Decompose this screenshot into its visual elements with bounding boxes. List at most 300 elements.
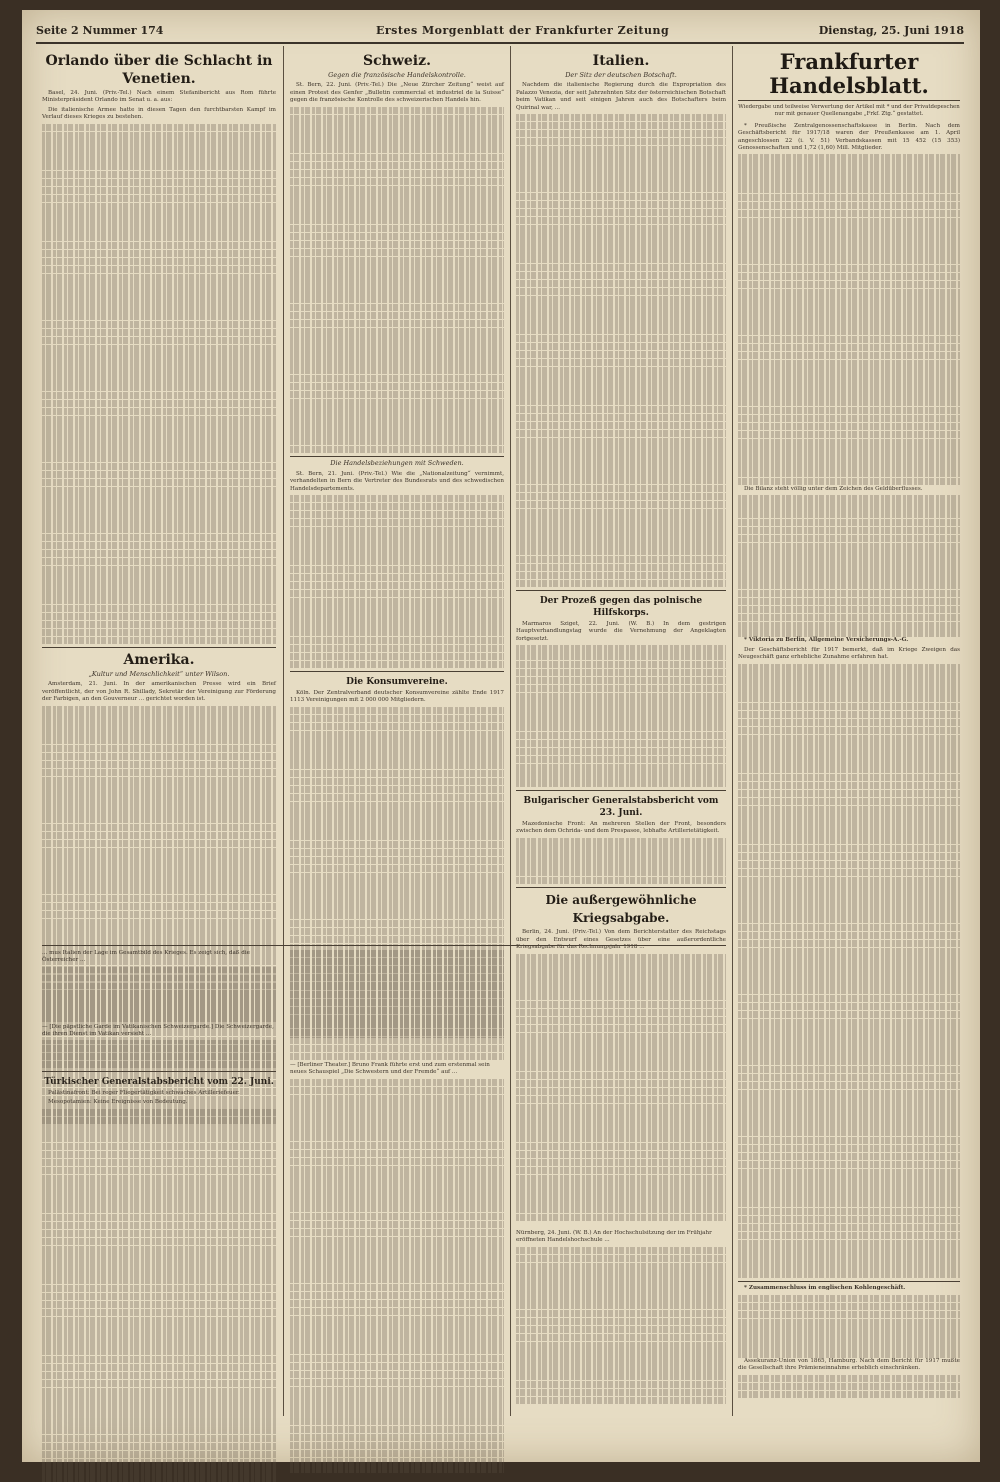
text-line (42, 1372, 276, 1379)
text-line (290, 1005, 504, 1012)
text-line (516, 1017, 726, 1024)
text-line (516, 1326, 726, 1333)
text-line (738, 320, 960, 327)
text-line (290, 550, 504, 557)
text-line (290, 1087, 504, 1094)
text-line (290, 186, 504, 193)
text-line (290, 1134, 504, 1141)
text-line (516, 327, 726, 334)
text-line (42, 1056, 276, 1063)
text-line (738, 837, 960, 844)
text-line (516, 335, 726, 342)
text-line (42, 1388, 276, 1395)
text-line (290, 982, 504, 989)
text-line (516, 1302, 726, 1309)
text-line (738, 383, 960, 390)
text-line (42, 721, 276, 728)
text-line (42, 1096, 276, 1103)
text-line (290, 288, 504, 295)
text-line (42, 983, 276, 990)
text-line (738, 407, 960, 414)
text-line (738, 1216, 960, 1223)
text-line (516, 240, 726, 247)
text-line (738, 940, 960, 947)
text-line (290, 1142, 504, 1149)
text-line (290, 406, 504, 413)
text-line (42, 1143, 276, 1150)
text-line (42, 1014, 276, 1021)
text-line (42, 934, 276, 941)
text-line (42, 1435, 276, 1442)
text-line (516, 1310, 726, 1317)
text-line (42, 1309, 276, 1316)
text-line (738, 281, 960, 288)
text-line (42, 313, 276, 320)
text-line (42, 1206, 276, 1213)
text-line (42, 1466, 276, 1473)
text-line (42, 1253, 276, 1260)
text-line (516, 1263, 726, 1270)
text-line (738, 1375, 960, 1382)
text-line (290, 904, 504, 911)
text-line (42, 479, 276, 486)
text-line (42, 863, 276, 870)
text-line (42, 352, 276, 359)
text-line (516, 422, 726, 429)
text-line (290, 162, 504, 169)
text-line (738, 352, 960, 359)
text-line (738, 1247, 960, 1254)
article-text: ... mus Italien der Lage im Gesamtbild des Krieges. Es zeigt sich, daß die Österreicher ... (42, 950, 250, 964)
text-line (42, 1064, 276, 1071)
text-line (516, 1119, 726, 1126)
text-line (290, 653, 504, 660)
article-headline: Die außergewöhnliche Kriegsabgabe. (545, 893, 697, 926)
text-line (290, 1189, 504, 1196)
text-line (290, 1229, 504, 1236)
text-line (42, 753, 276, 760)
text-line (516, 740, 726, 747)
text-line (290, 1158, 504, 1165)
text-line (738, 1224, 960, 1231)
text-line (290, 335, 504, 342)
text-line (738, 774, 960, 781)
column-rule (510, 46, 511, 1416)
text-line (290, 888, 504, 895)
text-line (290, 249, 504, 256)
text-line (290, 558, 504, 565)
text-line (290, 280, 504, 287)
text-line (290, 880, 504, 887)
page-number: Seite 2 Nummer 174 (36, 24, 164, 37)
text-line (290, 1300, 504, 1307)
article-subheadline: Die Handelsbeziehungen mit Schweden. (330, 459, 464, 468)
text-line (42, 855, 276, 862)
text-line (516, 374, 726, 381)
text-line (738, 1034, 960, 1041)
text-line (516, 845, 726, 852)
issue-date: Dienstag, 25. Juni 1918 (818, 24, 964, 37)
text-line (290, 1013, 504, 1020)
text-line (516, 1064, 726, 1071)
text-line (290, 1339, 504, 1346)
text-line (738, 598, 960, 605)
text-line (42, 629, 276, 636)
text-line (42, 589, 276, 596)
text-line (42, 368, 276, 375)
text-line (516, 264, 726, 271)
text-line (738, 550, 960, 557)
column-rule (283, 46, 284, 1416)
text-line (290, 209, 504, 216)
text-line (42, 1088, 276, 1095)
text-line (290, 637, 504, 644)
text-line (42, 706, 276, 713)
text-line (42, 1332, 276, 1339)
text-line (290, 1410, 504, 1417)
text-line (42, 1238, 276, 1245)
text-line (290, 343, 504, 350)
text-line (516, 1111, 726, 1118)
text-line (42, 1427, 276, 1434)
text-line (290, 1387, 504, 1394)
text-line (290, 1197, 504, 1204)
text-line (516, 1286, 726, 1293)
text-line (516, 1096, 726, 1103)
text-line (290, 130, 504, 137)
text-line (290, 320, 504, 327)
text-line (42, 155, 276, 162)
text-line (516, 209, 726, 216)
text-line (516, 1214, 726, 1221)
text-line (290, 920, 504, 927)
text-line (42, 1459, 276, 1466)
text-line (738, 1208, 960, 1215)
text-line (516, 319, 726, 326)
text-line (42, 124, 276, 131)
text-line (42, 1006, 276, 1013)
text-line (42, 321, 276, 328)
text-line (516, 548, 726, 555)
text-line (516, 1342, 726, 1349)
text-line (290, 146, 504, 153)
text-line (42, 1443, 276, 1450)
text-line (42, 777, 276, 784)
text-line (738, 735, 960, 742)
text-line (738, 1042, 960, 1049)
text-line (516, 477, 726, 484)
text-line (738, 543, 960, 550)
text-line (516, 869, 726, 876)
text-line (516, 1072, 726, 1079)
text-line (516, 1159, 726, 1166)
text-line (738, 606, 960, 613)
text-line (738, 703, 960, 710)
section-heading: Amerika. (123, 651, 195, 668)
text-line (738, 431, 960, 438)
article-text: Die Bilanz steht völlig unter dem Zeichen des Geldüberflusses. (744, 485, 923, 492)
text-line (516, 1135, 726, 1142)
text-line (290, 1221, 504, 1228)
text-line (42, 360, 276, 367)
text-line (290, 391, 504, 398)
text-line (42, 713, 276, 720)
text-line (290, 997, 504, 1004)
text-line (516, 993, 726, 1000)
newspaper-title: Erstes Morgenblatt der Frankfurter Zeitung (376, 24, 670, 37)
text-line (738, 162, 960, 169)
text-line (738, 304, 960, 311)
text-line (516, 779, 726, 786)
text-line (290, 1150, 504, 1157)
text-line (516, 1373, 726, 1380)
text-line (42, 990, 276, 997)
text-line (290, 566, 504, 573)
text-line (516, 524, 726, 531)
text-line (738, 519, 960, 526)
text-line (738, 687, 960, 694)
text-line (290, 786, 504, 793)
text-line (738, 527, 960, 534)
text-line (290, 629, 504, 636)
text-line (290, 1021, 504, 1028)
text-line (738, 336, 960, 343)
text-line (290, 1284, 504, 1291)
text-line (738, 1263, 960, 1270)
text-line (290, 495, 504, 502)
text-line (290, 138, 504, 145)
text-line (738, 924, 960, 931)
text-line (42, 305, 276, 312)
text-line (516, 1040, 726, 1047)
section-divider (42, 945, 726, 946)
text-line (290, 1434, 504, 1441)
text-line (290, 590, 504, 597)
text-line (516, 853, 726, 860)
text-line (290, 272, 504, 279)
text-line (42, 737, 276, 744)
text-line (42, 345, 276, 352)
text-line (42, 745, 276, 752)
text-line (42, 210, 276, 217)
text-line (290, 1442, 504, 1449)
text-line (516, 977, 726, 984)
text-line (516, 1167, 726, 1174)
text-line (42, 903, 276, 910)
text-line (738, 971, 960, 978)
article-text: — [Berliner Theater.] Bruno Frank führte erst und zum erstenmal sein neues Schauspiel „Die Schwestern und der Fremde“ auf ... (290, 1061, 490, 1076)
text-line (42, 455, 276, 462)
text-line (42, 637, 276, 644)
text-line (516, 1397, 726, 1404)
text-line (516, 1009, 726, 1016)
text-line (516, 693, 726, 700)
text-line (290, 304, 504, 311)
text-line (42, 919, 276, 926)
text-line (738, 1184, 960, 1191)
text-line (42, 463, 276, 470)
text-line (516, 653, 726, 660)
text-line (290, 912, 504, 919)
text-line (516, 877, 726, 884)
text-line (42, 879, 276, 886)
text-line (42, 179, 276, 186)
text-line (290, 312, 504, 319)
text-line (516, 185, 726, 192)
text-line (516, 311, 726, 318)
text-line (738, 558, 960, 565)
text-line (290, 122, 504, 129)
text-line (516, 359, 726, 366)
text-line (738, 671, 960, 678)
text-line (738, 273, 960, 280)
text-line (290, 1252, 504, 1259)
text-line (516, 1175, 726, 1182)
text-line (42, 550, 276, 557)
text-line (738, 932, 960, 939)
text-line (738, 1050, 960, 1057)
text-line (290, 707, 504, 714)
text-line (42, 187, 276, 194)
text-line (290, 178, 504, 185)
text-line (290, 966, 504, 973)
text-line (42, 1222, 276, 1229)
text-line (738, 328, 960, 335)
text-line (516, 1357, 726, 1364)
text-line (738, 582, 960, 589)
text-line (738, 1319, 960, 1326)
text-line (738, 454, 960, 461)
text-line (42, 1048, 276, 1055)
text-line (42, 132, 276, 139)
text-line (42, 487, 276, 494)
text-line (42, 1403, 276, 1410)
text-line (516, 1048, 726, 1055)
text-line (516, 398, 726, 405)
text-line (290, 621, 504, 628)
text-line (290, 383, 504, 390)
text-line (290, 1379, 504, 1386)
text-line (516, 661, 726, 668)
text-line (516, 732, 726, 739)
text-line (516, 232, 726, 239)
text-line (42, 1167, 276, 1174)
article-headline: Der Prozeß gegen das polnische Hilfskorps. (539, 595, 703, 618)
text-line (42, 163, 276, 170)
text-line (290, 1244, 504, 1251)
text-line (516, 1080, 726, 1087)
text-line (42, 792, 276, 799)
text-line (290, 1126, 504, 1133)
text-line (290, 605, 504, 612)
text-line (290, 107, 504, 114)
text-line (738, 1350, 960, 1357)
text-line (738, 861, 960, 868)
text-line (42, 911, 276, 918)
text-line (738, 711, 960, 718)
text-line (738, 758, 960, 765)
text-line (290, 399, 504, 406)
text-line (42, 447, 276, 454)
text-line (42, 234, 276, 241)
text-line (42, 800, 276, 807)
text-line (516, 771, 726, 778)
text-line (516, 280, 726, 287)
article-text: Mesopotamien: Keine Ereignisse von Bedeutung. (48, 1099, 188, 1106)
text-line (516, 1270, 726, 1277)
text-line (738, 719, 960, 726)
text-line (738, 233, 960, 240)
text-line (738, 210, 960, 217)
section-heading: Italien. (592, 53, 650, 69)
text-line (738, 845, 960, 852)
text-line (290, 574, 504, 581)
text-line (738, 296, 960, 303)
text-line (290, 534, 504, 541)
column-4-handelsblatt (738, 50, 960, 1398)
text-line (516, 217, 726, 224)
text-line (42, 895, 276, 902)
text-line (738, 574, 960, 581)
masthead (36, 20, 964, 44)
text-line (42, 1040, 276, 1047)
text-line (42, 384, 276, 391)
text-line (42, 1395, 276, 1402)
article-text: Nachdem die italienische Regierung durch die Expropriation des Palazzo Venezia, der seit Jahrzehnten Sitz der österreichischen Botschaft beim Vatikan und seit einigen Jahren auch des Botschafters beim Quirinal war, ... (516, 82, 726, 111)
text-line (42, 1301, 276, 1308)
text-line (42, 416, 276, 423)
text-line (290, 430, 504, 437)
text-line (738, 1271, 960, 1278)
text-line (516, 1334, 726, 1341)
text-line (738, 979, 960, 986)
text-line (290, 936, 504, 943)
text-line (738, 1011, 960, 1018)
text-line (516, 1198, 726, 1205)
text-line (738, 1019, 960, 1026)
text-line (738, 916, 960, 923)
text-line (516, 461, 726, 468)
text-line (516, 838, 726, 845)
text-line (516, 556, 726, 563)
text-line (42, 832, 276, 839)
text-line (290, 738, 504, 745)
text-line (738, 446, 960, 453)
text-line (290, 257, 504, 264)
text-line (290, 873, 504, 880)
text-line (42, 297, 276, 304)
text-line (42, 1127, 276, 1134)
text-line (42, 1293, 276, 1300)
text-line (738, 194, 960, 201)
text-line (516, 1247, 726, 1254)
text-line (42, 1246, 276, 1253)
text-line (738, 1192, 960, 1199)
text-line (42, 258, 276, 265)
text-line (42, 1419, 276, 1426)
text-line (516, 469, 726, 476)
article-text: Nürnberg, 24. Juni. (W. B.) An der Hochschulsitzung der im Frühjahr eröffneten Handelshochschule ... (516, 1230, 712, 1244)
text-line (42, 423, 276, 430)
text-line (290, 375, 504, 382)
text-line (290, 1166, 504, 1173)
text-line (290, 1371, 504, 1378)
text-line (516, 169, 726, 176)
text-line (290, 1308, 504, 1315)
text-line (738, 813, 960, 820)
text-line (290, 1110, 504, 1117)
text-line (42, 218, 276, 225)
